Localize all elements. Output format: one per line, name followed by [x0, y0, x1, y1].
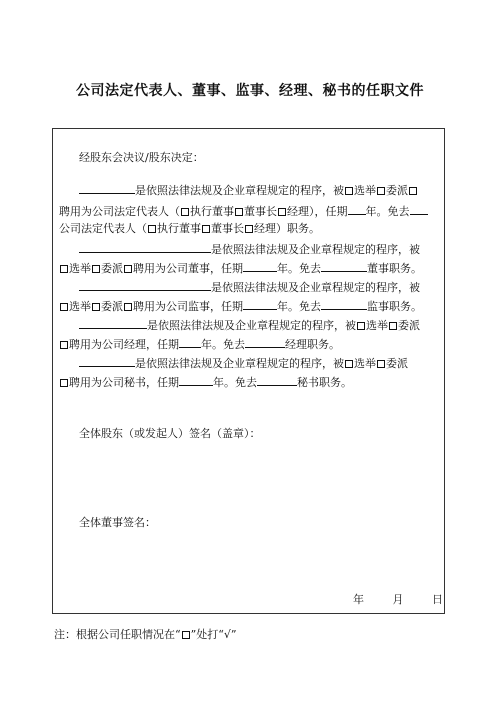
date-year: 年 — [353, 593, 364, 606]
supervisor-removed-blank[interactable] — [321, 298, 367, 310]
director-line-1: 是依照法律法规及企业章程规定的程序，被 — [79, 241, 472, 257]
checkbox-director-hire[interactable] — [124, 265, 132, 273]
secretary-removed-blank[interactable] — [257, 374, 297, 386]
manager-term-blank[interactable] — [179, 336, 201, 348]
legal-rep-line-3: 公司法定代表人（ 执行董事 董事长 经理）职务。 — [59, 222, 320, 235]
secretary-term-blank[interactable] — [179, 374, 213, 386]
legal-rep-term-blank[interactable] — [348, 203, 366, 215]
legal-rep-name-blank[interactable] — [79, 182, 135, 194]
checkbox-manager[interactable] — [278, 208, 286, 216]
checkbox-elect[interactable] — [345, 187, 353, 195]
supervisor-term-blank[interactable] — [243, 298, 277, 310]
footnote: 注：根据公司任职情况在“ ”处打“√” — [54, 628, 237, 641]
checkbox-secretary-hire[interactable] — [60, 379, 68, 387]
supervisor-line-2: 选举 委派 聘用为公司监事，任期 年。免去 监事职务。 — [59, 298, 452, 314]
manager-removed-blank[interactable] — [245, 336, 285, 348]
director-removed-blank[interactable] — [321, 260, 367, 272]
supervisor-name-blank[interactable] — [79, 279, 211, 291]
secretary-line-2: 聘用为公司秘书，任期 年。免去 秘书职务。 — [59, 374, 452, 390]
date-day: 日 — [432, 593, 443, 606]
checkbox-supervisor-elect[interactable] — [60, 303, 68, 311]
director-name-blank[interactable] — [79, 241, 211, 253]
date-line — [353, 591, 443, 607]
checkbox-manager-appoint[interactable] — [389, 322, 397, 330]
checkbox-secretary-appoint[interactable] — [377, 360, 385, 368]
checkbox-symbol — [182, 631, 190, 639]
directors-signature-label: 全体董事签名： — [79, 516, 156, 529]
legal-rep-line-1: 是依照法律法规及企业章程规定的程序，被 选举 委派 — [79, 182, 472, 198]
checkbox-supervisor-hire[interactable] — [124, 303, 132, 311]
supervisor-line-1: 是依照法律法规及企业章程规定的程序，被 — [79, 279, 472, 295]
manager-line-1: 是依照法律法规及企业章程规定的程序，被 选举 委派 — [79, 317, 472, 333]
checkbox-executive-director-removed[interactable] — [148, 225, 156, 233]
checkbox-hire[interactable] — [409, 187, 417, 195]
checkbox-manager-removed[interactable] — [245, 225, 253, 233]
director-line-2: 选举 委派 聘用为公司董事，任期 年。免去 董事职务。 — [59, 260, 452, 276]
manager-line-2: 聘用为公司经理，任期 年。免去 经理职务。 — [59, 336, 452, 352]
checkbox-secretary-elect[interactable] — [345, 360, 353, 368]
director-term-blank[interactable] — [243, 260, 277, 272]
checkbox-chairman[interactable] — [235, 208, 243, 216]
checkbox-appoint[interactable] — [377, 187, 385, 195]
checkbox-director-elect[interactable] — [60, 265, 68, 273]
secretary-line-1: 是依照法律法规及企业章程规定的程序，被 选举 委派 — [79, 355, 472, 371]
shareholders-signature-label: 全体股东（或发起人）签名（盖章）： — [79, 427, 261, 440]
date-month: 月 — [392, 593, 404, 606]
checkbox-director-appoint[interactable] — [92, 265, 100, 273]
decision-heading: 经股东会决议/股东决定： — [79, 151, 204, 164]
legal-rep-removed-blank[interactable] — [410, 203, 428, 215]
legal-rep-line-2: 聘用为公司法定代表人（ 执行董事 董事长 经理），任期 年。免去 — [59, 203, 452, 219]
checkbox-manager-elect[interactable] — [357, 322, 365, 330]
secretary-name-blank[interactable] — [79, 355, 135, 367]
checkbox-supervisor-appoint[interactable] — [92, 303, 100, 311]
checkbox-manager-hire[interactable] — [60, 341, 68, 349]
appointment-form — [52, 128, 445, 614]
checkbox-executive-director[interactable] — [181, 208, 189, 216]
manager-name-blank[interactable] — [79, 317, 147, 329]
document-title: 公司法定代表人、董事、监事、经理、秘书的任职文件 — [76, 83, 424, 99]
checkbox-chairman-removed[interactable] — [202, 225, 210, 233]
